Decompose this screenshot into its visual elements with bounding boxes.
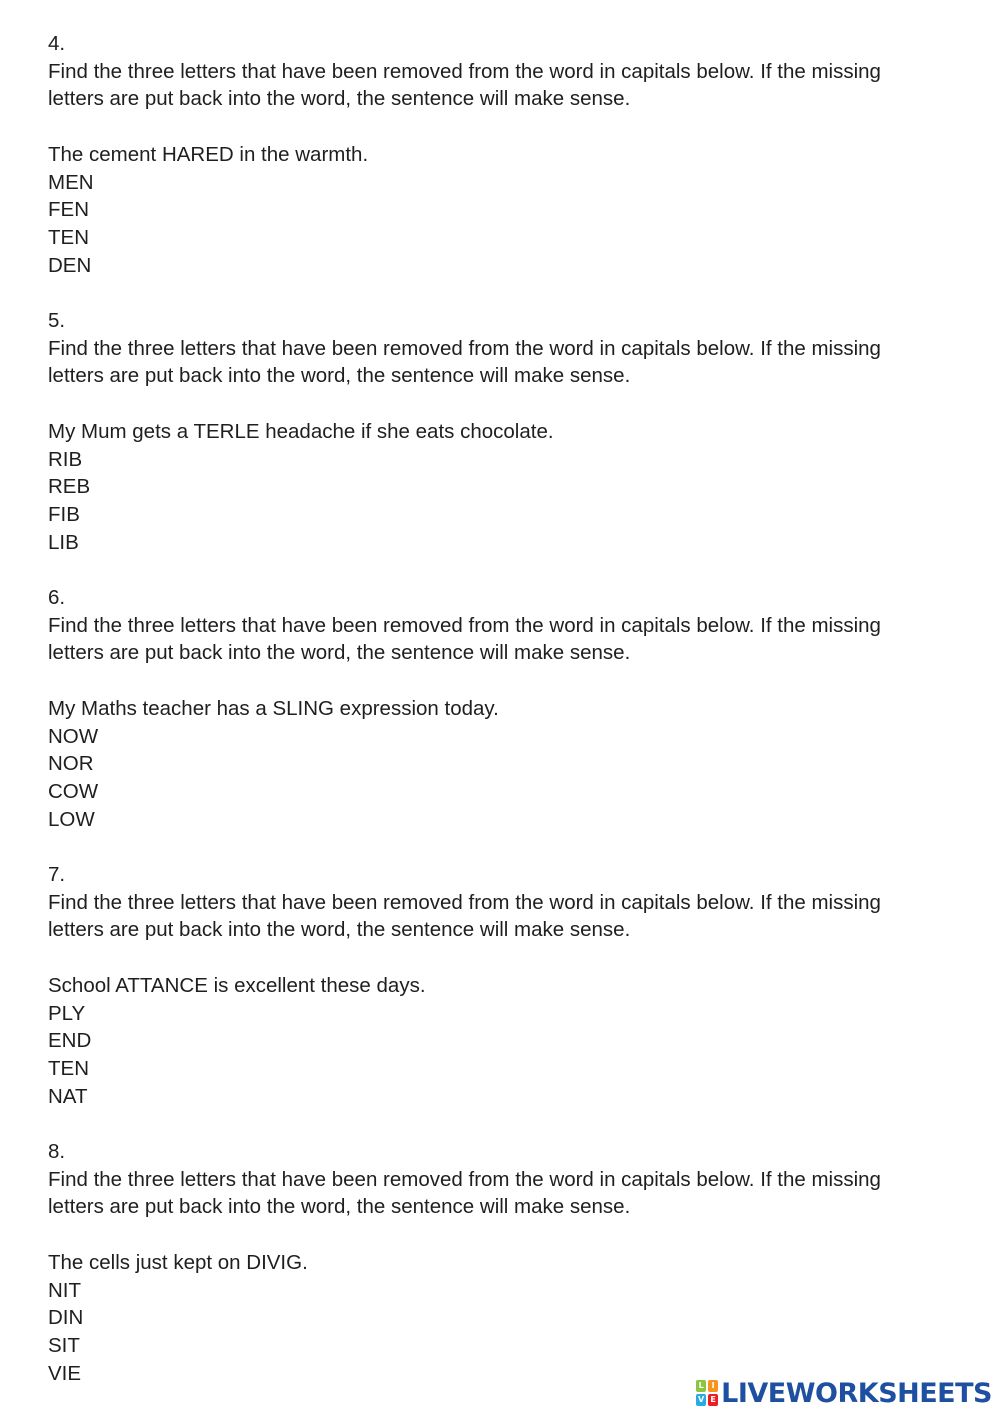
logo-mark-i: I: [708, 1380, 718, 1392]
answer-option: DEN: [48, 253, 92, 277]
answer-options: [48, 169, 968, 280]
question-7: [48, 861, 968, 1110]
question-instruction: Find the three letters that have been removed from the word in capitals below. If the missing: [48, 336, 881, 360]
question-4: [48, 30, 968, 279]
answer-option: REB: [48, 475, 91, 499]
question-number: 4.: [48, 32, 66, 55]
question-instruction: letters are put back into the word, the sentence will make sense.: [48, 918, 631, 942]
logo-mark-icon: [696, 1380, 718, 1406]
answer-option: MEN: [48, 170, 94, 194]
question-5: [48, 307, 968, 556]
answer-option: TEN: [48, 225, 89, 249]
logo-text: LIVEWORKSHEETS: [721, 1377, 992, 1409]
answer-option: TEN: [48, 1056, 89, 1080]
answer-options: [48, 446, 968, 557]
question-instruction: letters are put back into the word, the sentence will make sense.: [48, 1195, 631, 1219]
answer-option: NOW: [48, 724, 99, 748]
answer-option: LIB: [48, 530, 79, 554]
question-number: 8.: [48, 1140, 66, 1163]
question-6: [48, 584, 968, 833]
question-instruction: Find the three letters that have been removed from the word in capitals below. If the missing: [48, 59, 881, 83]
question-sentence: My Maths teacher has a SLING expression today.: [48, 696, 499, 720]
answer-options: [48, 1000, 968, 1111]
answer-options: [48, 1277, 968, 1388]
answer-option: COW: [48, 779, 99, 803]
question-instruction: letters are put back into the word, the sentence will make sense.: [48, 364, 631, 388]
logo-mark-l: L: [696, 1380, 706, 1392]
answer-option: END: [48, 1029, 92, 1053]
answer-option: FIB: [48, 502, 80, 526]
logo-mark-e: E: [708, 1394, 718, 1406]
question-sentence: The cement HARED in the warmth.: [48, 142, 369, 166]
answer-option: NAT: [48, 1084, 88, 1108]
answer-option: FEN: [48, 198, 89, 222]
question-instruction: Find the three letters that have been removed from the word in capitals below. If the missing: [48, 1167, 881, 1191]
question-instruction: Find the three letters that have been removed from the word in capitals below. If the missing: [48, 890, 881, 914]
logo-mark-v: V: [698, 1395, 705, 1404]
answer-option: VIE: [48, 1361, 82, 1385]
answer-options: [48, 723, 968, 834]
question-number: 6.: [48, 586, 66, 609]
question-number: 7.: [48, 863, 66, 886]
question-sentence: School ATTANCE is excellent these days.: [48, 973, 426, 997]
answer-option: SIT: [48, 1333, 80, 1357]
question-sentence: The cells just kept on DIVIG.: [48, 1250, 308, 1274]
worksheet: [48, 30, 968, 1415]
question-number: 5.: [48, 309, 66, 332]
liveworksheets-logo[interactable]: [696, 1378, 992, 1408]
question-instruction: Find the three letters that have been removed from the word in capitals below. If the missing: [48, 613, 881, 637]
question-8: [48, 1138, 968, 1387]
answer-option: NIT: [48, 1278, 82, 1302]
question-sentence: My Mum gets a TERLE headache if she eats chocolate.: [48, 419, 554, 443]
answer-option: RIB: [48, 447, 83, 471]
answer-option: LOW: [48, 807, 95, 831]
question-instruction: letters are put back into the word, the sentence will make sense.: [48, 87, 631, 111]
answer-option: PLY: [48, 1001, 86, 1025]
question-instruction: letters are put back into the word, the sentence will make sense.: [48, 641, 631, 665]
answer-option: DIN: [48, 1306, 84, 1330]
answer-option: NOR: [48, 752, 94, 776]
